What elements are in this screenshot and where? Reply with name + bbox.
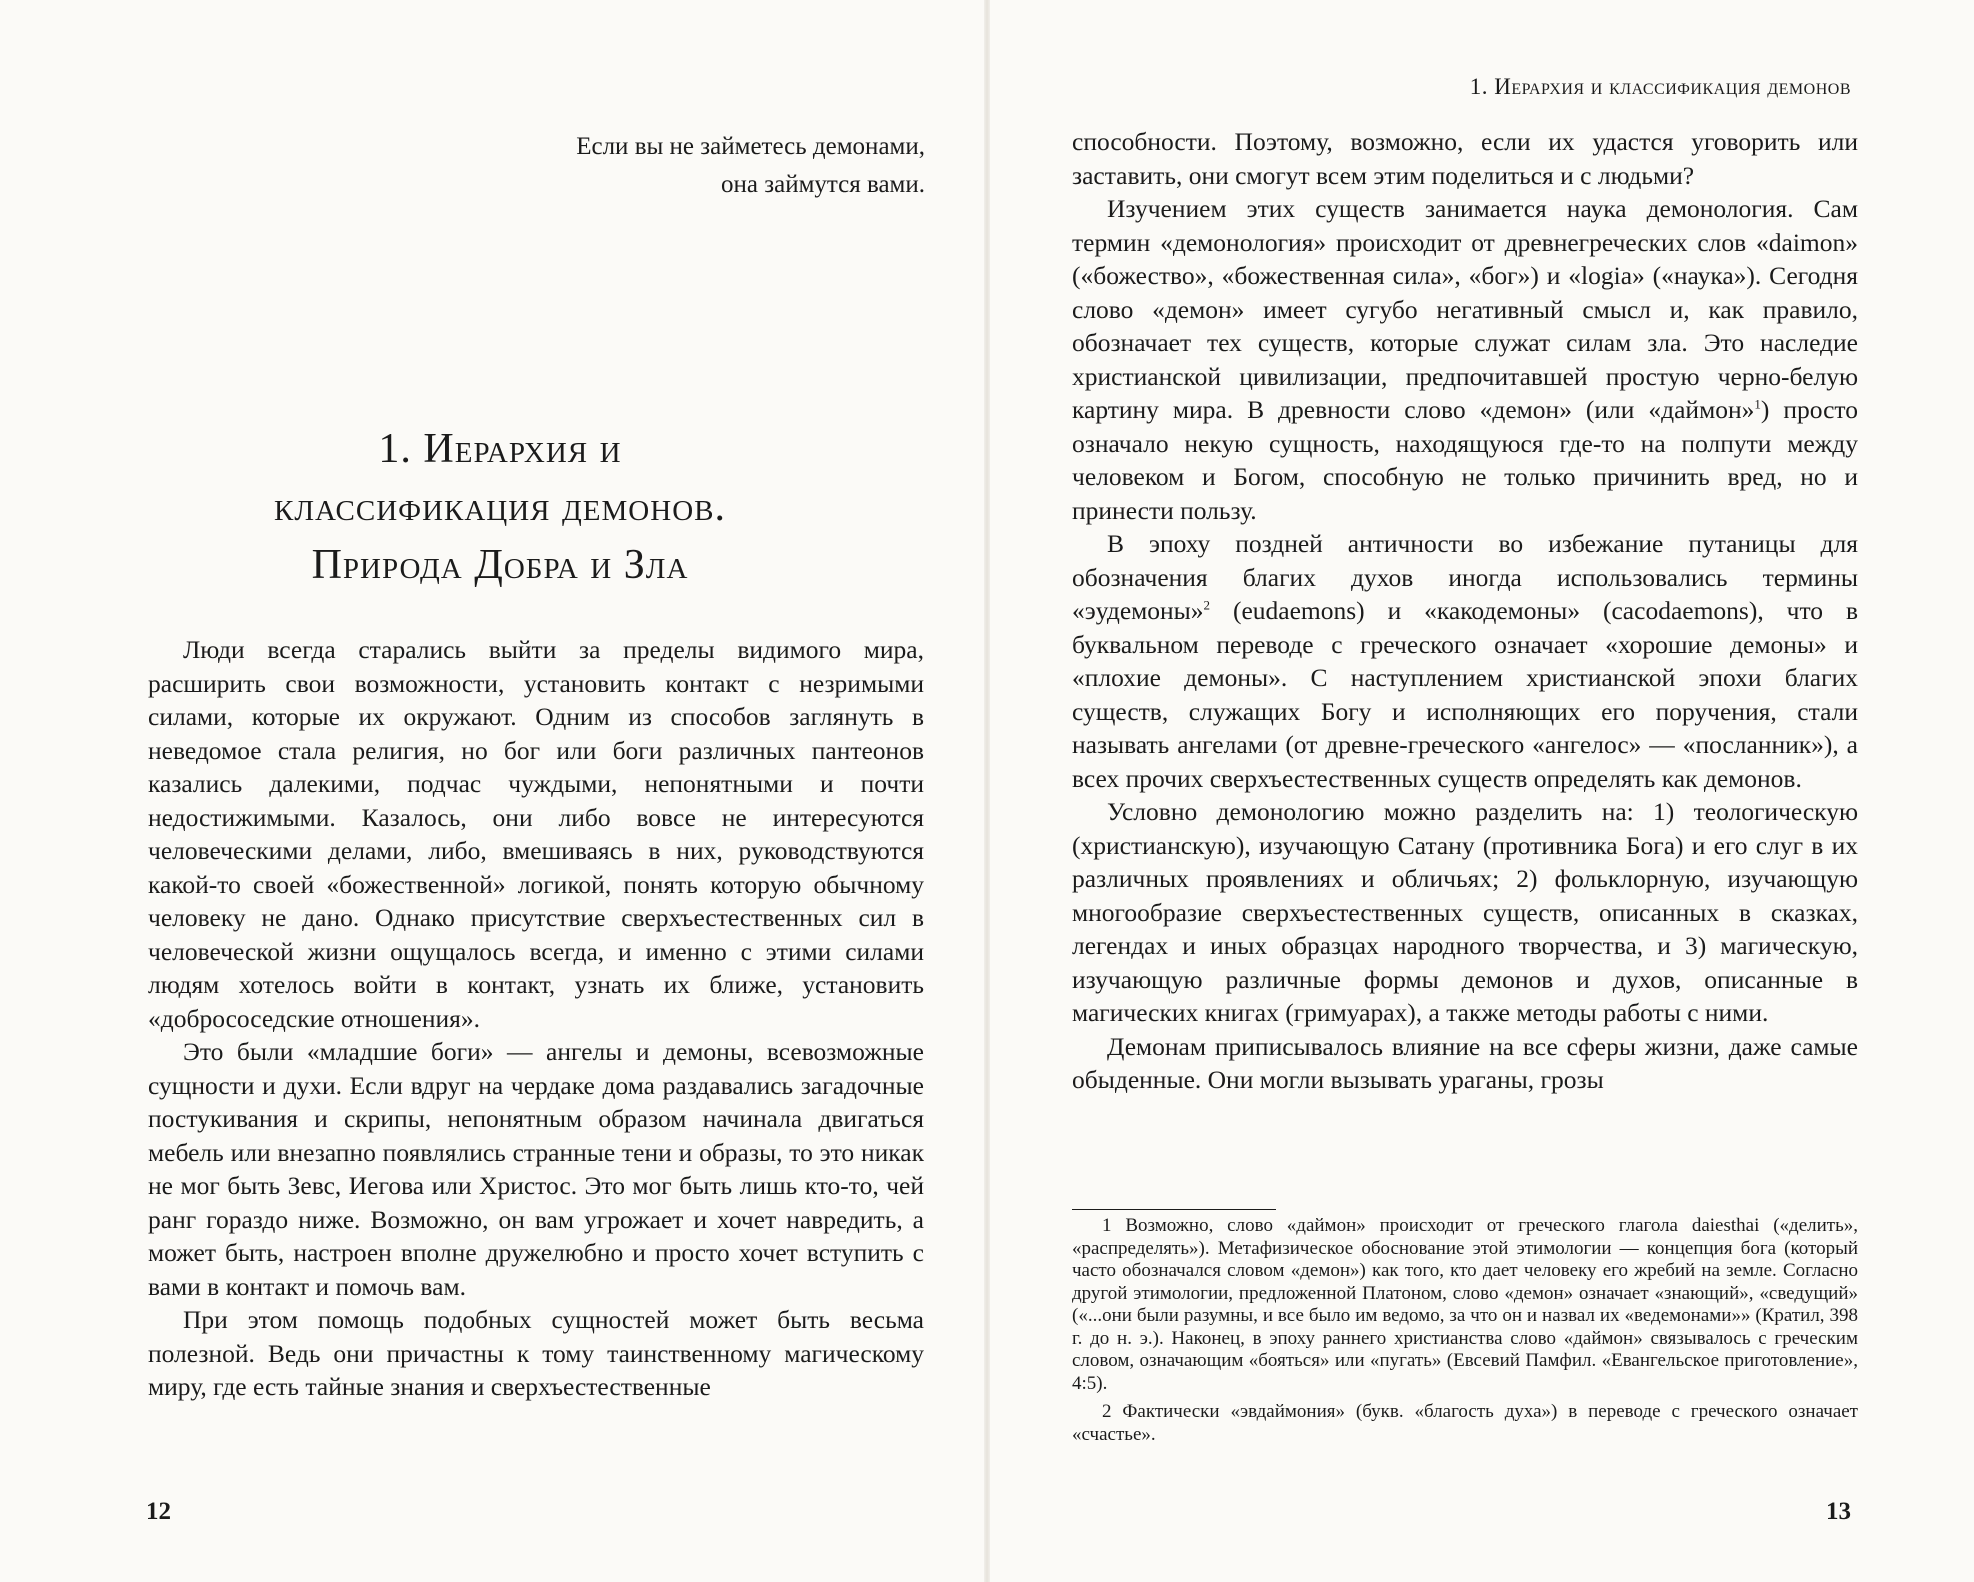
epigraph-line-2: она займутся вами. xyxy=(721,171,925,198)
paragraph-continuation: способности. Поэтому, возможно, если их удастся уговорить или заставить, они смогут всем этим поделиться и с людьми? xyxy=(1072,127,1858,190)
chapter-title-line-1: 1. Иерархия и xyxy=(378,426,622,472)
text-run: В эпоху поздней античности во избежание путаницы для обозначения благих духов иногда использовались термины «эудемоны» xyxy=(1072,529,1858,625)
paragraph: Это были «младшие боги» — ангелы и демоны, всевозможные сущности и духи. Если вдруг на чердаке дома раздавались загадочные постукивания и скрипы, непонятным образом начинала двигаться мебель или внезапно появлялись странные тени и образы, то это никак не мог быть Зевс, Иегова или Христос. Это мог быть лишь кто-то, чей ранг гораздо ниже. Возможно, он вам угрожает и хочет навредить, а может быть, настроен вполне дружелюбно и просто хочет вступить с вами в контакт и помочь вам. xyxy=(148,1037,924,1301)
right-body-text xyxy=(1072,125,1858,1097)
paragraph: Люди всегда старались выйти за пределы видимого мира, расширить свои возможности, установить контакт с незримыми силами, которые их окружают. Одним из способов заглянуть в неведомое стала религия, но бог или боги различных пантеонов казались далекими, подчас чуждыми, непонятными и почти недостижимыми. Казалось, они либо вовсе не интересуются человеческими делами, либо, вмешиваясь в них, руководствуются какой-то своей «божественной» логикой, понять которую обычному человеку не дано. Однако присутствие сверхъестественных сил в человеческой жизни ощущалось всегда, и именно с этими силами людям хотелось войти в контакт, узнать их ближе, установить «добрососедские отношения». xyxy=(148,635,924,1033)
paragraph xyxy=(1072,192,1858,527)
footnotes xyxy=(1072,1215,1858,1452)
epigraph xyxy=(405,128,925,204)
chapter-title-line-2: классификация демонов. xyxy=(274,484,726,530)
footnote-rule xyxy=(1072,1209,1276,1210)
text-run: Изучением этих существ занимается наука демонология. Сам термин «демонология» происходит от древнегреческих слов «daimon» («божество», «божественная сила», «бог») и «logia» («наука»). Сегодня слово «демон» имеет сугубо негативный смысл и, как правило, обозначает тех существ, которые служат силам зла. Это наследие христианской цивилизации, предпочитавшей простую черно-белую картину мира. В древности слово «демон» (или «даймон» xyxy=(1072,194,1858,424)
epigraph-line-1: Если вы не займетесь демонами, xyxy=(576,133,925,160)
chapter-title xyxy=(170,420,830,594)
paragraph xyxy=(1072,527,1858,795)
paragraph: Демонам приписывалось влияние на все сферы жизни, даже самые обыденные. Они могли вызывать ураганы, грозы xyxy=(1072,1031,1858,1094)
footnote-ref[interactable]: 2 xyxy=(1203,597,1211,613)
text-run: ) просто означало некую сущность, находящуюся где-то на полпути между человеком и Богом, способную не только причинить вред, но и принести пользу. xyxy=(1072,395,1858,525)
footnote: 2 Фактически «эвдаймония» (букв. «благость духа») в переводе с греческого означает «счастье». xyxy=(1072,1401,1858,1445)
page-number-right: 13 xyxy=(1826,1498,1851,1525)
footnote: 1 Возможно, слово «даймон» происходит от греческого глагола daiesthai («делить», «распределять»). Метафизическое обоснование этой этимологии — концепция бога (который часто обозначался словом «демон») как того, кто дает человеку его жребий на земле. Согласно другой этимологии, предложенной Платоном, слово «демон» означает «знающий», «сведущий» («...они были разумны, и все было им ведомо, за что он и назвал их «ведемонами»» (Кратил, 398 г. до н. э.). Наконец, в эпоху раннего христианства слово «даймон» связывалось с греческим словом, означающим «бояться» или «пугать» (Евсевий Памфил. «Евангельское приготовление», 4:5). xyxy=(1072,1215,1858,1394)
paragraph: При этом помощь подобных сущностей может быть весьма полезной. Ведь они причастны к тому таинственному магическому миру, где есть тайные знания и сверхъестественные xyxy=(148,1305,924,1401)
paragraph: Условно демонологию можно разделить на: 1) теологическую (христианскую), изучающую Сатану (противника Бога) и его слуг в их различных проявлениях и обличьях; 2) фольклорную, изучающую многообразие сверхъестественных существ, описанных в сказках, легендах и иных образцах народного творчества, и 3) магическую, изучающую различные формы демонов и духов, описанные в магических книгах (гримуарах), а также методы работы с ними. xyxy=(1072,797,1858,1027)
text-run: (eudaemons) и «какодемоны» (cacodaemons), что в буквальном переводе с греческого означает «хорошие демоны» и «плохие демоны». С наступлением христианской эпохи благих существ, служащих Богу и исполняющих его поручения, стали называть ангелами (от древне-греческого «ангелос» — «посланник»), а всех прочих сверхъестественных существ определять как демонов. xyxy=(1072,596,1858,793)
left-body-text xyxy=(148,633,924,1404)
chapter-title-line-3: Природа Добра и Зла xyxy=(311,542,689,588)
page-number-left: 12 xyxy=(146,1498,171,1525)
running-head: 1. Иерархия и классификация демонов xyxy=(1469,74,1851,99)
footnote-ref[interactable]: 1 xyxy=(1754,396,1761,412)
